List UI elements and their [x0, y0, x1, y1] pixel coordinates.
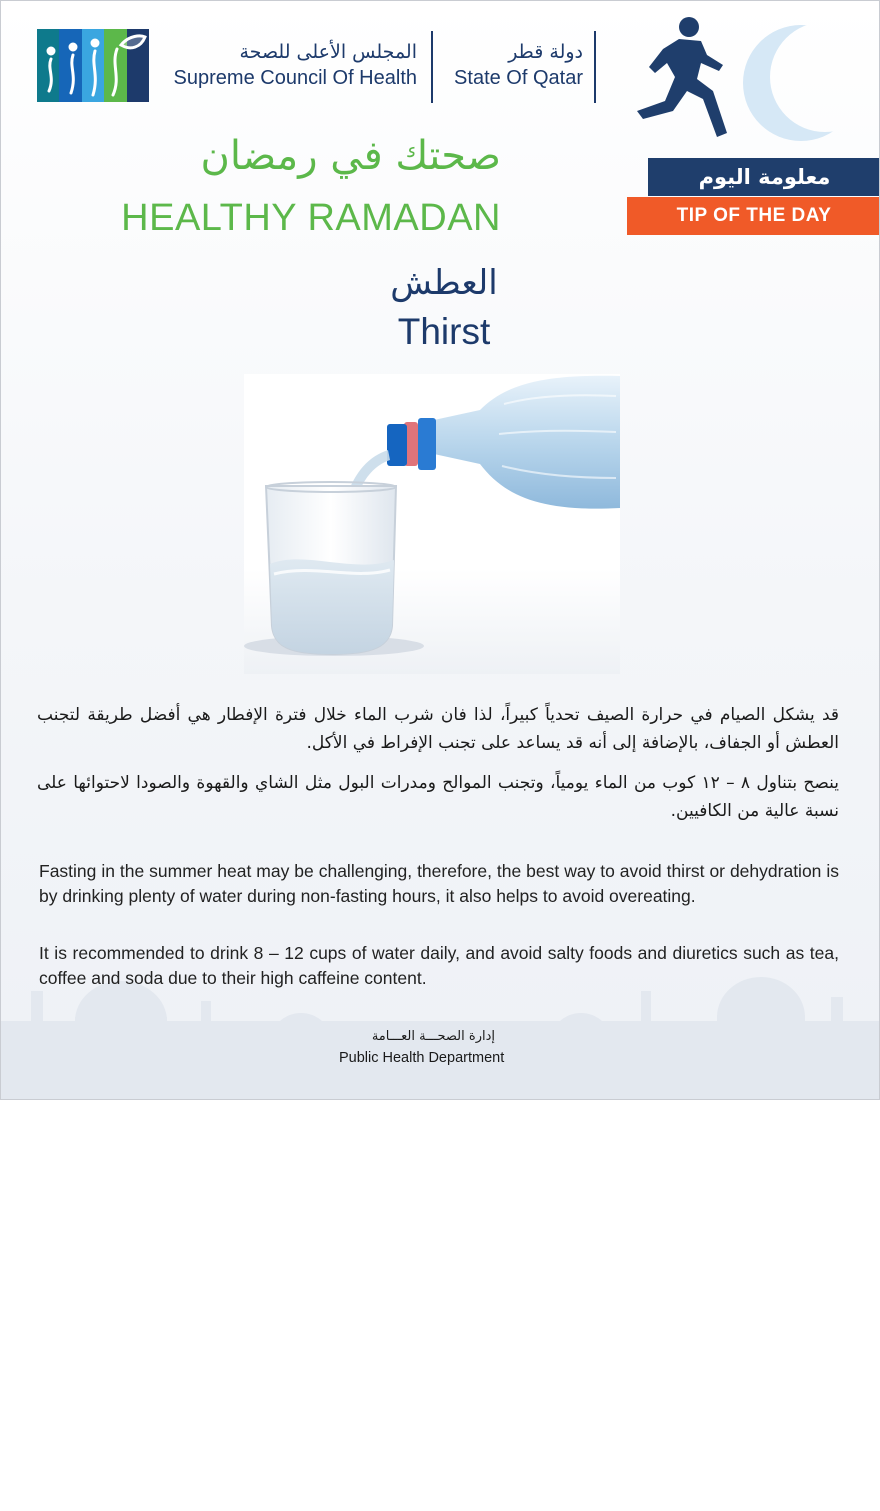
water-pouring-photo: [244, 374, 620, 674]
topic-title-ar: العطش: [390, 263, 498, 303]
department-name-en: Public Health Department: [339, 1050, 505, 1066]
state-name-en: State Of Qatar: [454, 67, 583, 89]
topic-title-en: Thirst: [397, 311, 491, 352]
department-name-ar: إدارة الصحـــة العـــامة: [371, 1029, 495, 1044]
header-divider: [431, 31, 433, 103]
tip-label-ar: معلومة اليوم: [648, 158, 880, 196]
supreme-council-logo: [37, 29, 149, 102]
campaign-title-en: HEALTHY RAMADAN: [121, 197, 501, 239]
body-paragraph-en: Fasting in the summer heat may be challenging, therefore, the best way to avoid thirst or dehydration is by drinking plenty of water during non-fasting hours, it also helps to avoid overeating.: [39, 861, 839, 906]
campaign-title-ar: صحتك في رمضان: [200, 133, 501, 179]
body-paragraph-en: It is recommended to drink 8 – 12 cups of water daily, and avoid salty foods and diuretics such as tea, coffee and soda due to their high caffeine content.: [39, 943, 839, 988]
runner-crescent-icon: [629, 15, 869, 150]
council-name-en: Supreme Council Of Health: [173, 67, 417, 89]
body-paragraph-ar: ينصح بتناول ٨ – ١٢ كوب من الماء يومياً، وتجنب الموالح ومدرات البول مثل الشاي والقهوة والصودا لاحتوائها على نسبة عالية من الكافيين.: [37, 773, 840, 821]
figures-leaf-icon: [37, 29, 149, 102]
council-name-ar: المجلس الأعلى للصحة: [239, 41, 417, 63]
header-divider: [594, 31, 596, 103]
tip-label-en: TIP OF THE DAY: [627, 197, 880, 235]
body-paragraph-ar: قد يشكل الصيام في حرارة الصيف تحدياً كبيراً، لذا فان شرب الماء خلال فترة الإفطار هي أفضل طريقة لتجنب العطش أو الجفاف، بالإضافة إلى أنه قد يساعد على تجنب الإفراط في الأكل.: [37, 705, 839, 753]
state-name-ar: دولة قطر: [508, 41, 583, 63]
